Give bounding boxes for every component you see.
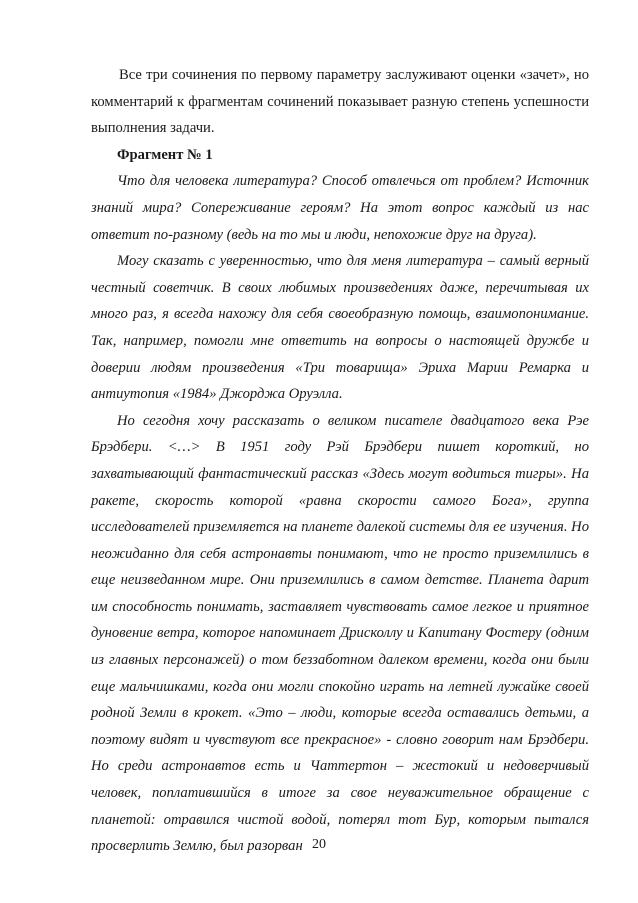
fragment-paragraph: Что для человека литература? Способ отвлечься от проблем? Источник знаний мира? Сопереживание героям? На этот вопрос каждый из нас ответит по-разному (ведь на то мы и люди, непохожие друг на друга). [91, 173, 589, 243]
fragment-heading: Фрагмент № 1 [117, 146, 213, 163]
intro-paragraph: Все три сочинения по первому параметру заслуживают оценки «зачет», но комментарий к фрагментам сочинений показывает разную степень успешности выполнения задачи. [91, 67, 589, 137]
page-number: 20 [312, 837, 326, 852]
fragment-paragraph: Но сегодня хочу рассказать о великом писателе двадцатого века Рэе Брэдбери. <…> В 1951 году Рэй Брэдбери пишет короткий, но захватывающий фантастический рассказ «Здесь могут водиться тигры». На ракете, скорость которой «равна скорости самого Бога», группа исследователей приземляется на планете далекой системы для ее изучения. Но неожиданно для себя астронавты понимают, что не просто приземлились в еще неизведанном мире. Они приземлились в самом детстве. Планета дарит им способность понимать, заставляет чувствовать самое легкое и приятное дуновение ветра, которое напоминает Дрисколлу и Капитану Фостеру (одним из главных персонажей) о том беззаботном далеком времени, когда они были еще мальчишками, когда они могли спокойно играть на летней лужайке своей родной Земли в крокет. «Это – люди, которые всегда оставались детьми, а поэтому видят и чувствуют все прекрасное» - словно говорит нам Брэдбери. Но среди астронавтов есть и Чаттертон – жестокий и недоверчивый человек, поплатившийся в итоге за свое неуважительное обращение с планетой: отравился чистой водой, потерял тот Бур, которым пытался просверлить Землю, был разорван [91, 412, 589, 855]
fragment-paragraph: Могу сказать с уверенностью, что для меня литература – самый верный честный советчик. В своих любимых произведениях даже, перечитывая их много раз, я всегда нахожу для себя своеобразную помощь, взаимопонимание. Так, например, помогли мне ответить на вопросы о настоящей дружбе и доверии людям произведения «Три товарища» Эриха Марии Ремарка и антиутопия «1984» Джорджа Оруэлла. [91, 253, 589, 403]
